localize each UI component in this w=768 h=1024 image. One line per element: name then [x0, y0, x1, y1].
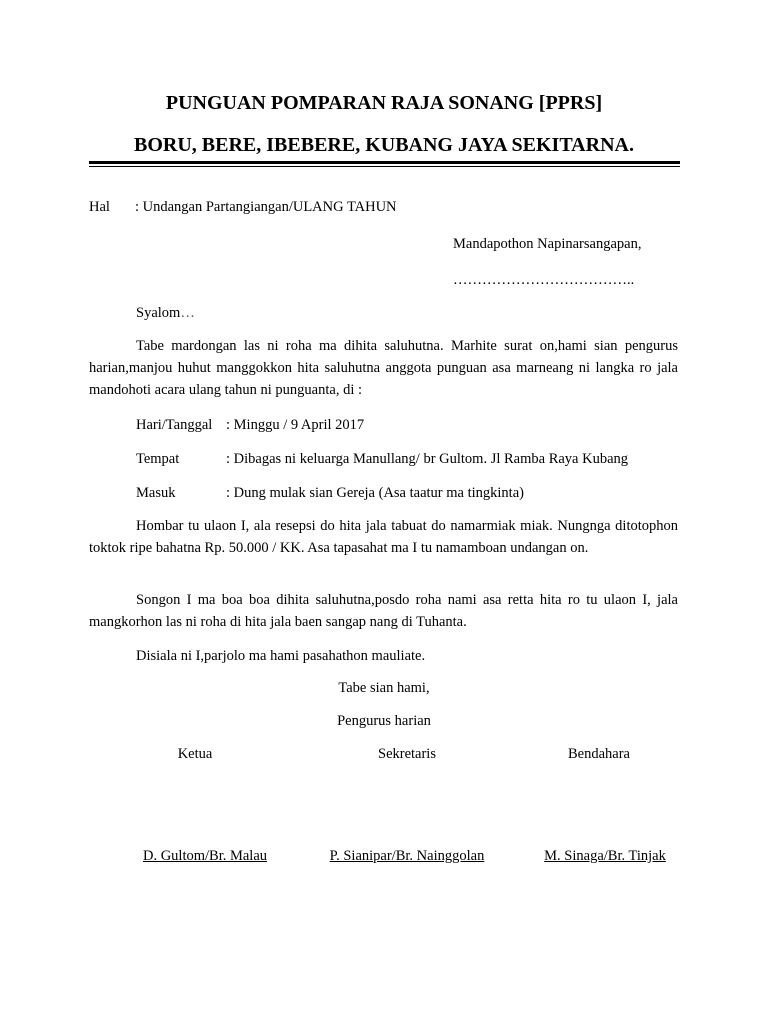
subject-value: : Undangan Partangiangan/ULANG TAHUN: [135, 199, 397, 215]
header-subtitle: BORU, BERE, IBEBERE, KUBANG JAYA SEKITARNA.: [134, 134, 634, 156]
greeting: [136, 305, 195, 322]
paragraph-opening: Tabe mardongan las ni roha ma dihita saluhutna. Marhite surat on,hami sian pengurus harian,manjou huhut manggokkon hita saluhutna anggota punguan asa marneang ni langka ro jala mandohoti acara ulang tahun ni punguanta, di :: [89, 338, 678, 398]
recipient-blank-line: ………………………………..: [453, 272, 635, 288]
role-chairman: Ketua: [177, 746, 213, 762]
recipient-line: Mandapothon Napinarsangapan,: [453, 236, 642, 252]
greeting-ellipsis: …: [180, 305, 195, 321]
detail-value-time: : Dung mulak sian Gereja (Asa taatur ma tingkinta): [226, 485, 524, 501]
paragraph-request: Songon I ma boa boa dihita saluhutna,posdo roha nami asa retta hita ro tu ulaon I, jala mangkorhon las ni roha di hita jala baen sangap nang di Tuhanta.: [89, 592, 678, 630]
detail-label-time: Masuk: [136, 485, 176, 501]
signature-chairman: D. Gultom/Br. Malau: [142, 848, 268, 864]
header-rule-thin: [89, 166, 680, 167]
signature-treasurer: M. Sinaga/Br. Tinjak: [544, 848, 666, 864]
detail-value-date: : Minggu / 9 April 2017: [226, 417, 365, 433]
detail-value-place: : Dibagas ni keluarga Manullang/ br Gultom. Jl Ramba Raya Kubang: [226, 451, 629, 467]
greeting-text: Syalom: [136, 305, 181, 321]
closing-greeting: Tabe sian hami,: [338, 680, 430, 696]
header-rule-thick: [89, 161, 680, 164]
header-title: PUNGUAN POMPARAN RAJA SONANG [PPRS]: [165, 92, 603, 114]
paragraph-contribution: Hombar tu ulaon I, ala resepsi do hita jala tabuat do namarmiak miak. Nungnga ditotophon toktok ripe bahatna Rp. 50.000 / KK. Asa tapasahat ma I tu namamboan undangan on.: [89, 518, 678, 556]
detail-label-place: Tempat: [136, 451, 180, 467]
role-secretary: Sekretaris: [378, 746, 436, 762]
paragraph-thanks: Disiala ni I,parjolo ma hami pasahathon mauliate.: [136, 648, 426, 664]
detail-label-date: Hari/Tanggal: [136, 417, 213, 433]
role-treasurer: Bendahara: [568, 746, 630, 762]
closing-committee: Pengurus harian: [337, 713, 431, 729]
signature-secretary: P. Sianipar/Br. Nainggolan: [329, 848, 485, 864]
subject-label: Hal: [89, 199, 110, 215]
